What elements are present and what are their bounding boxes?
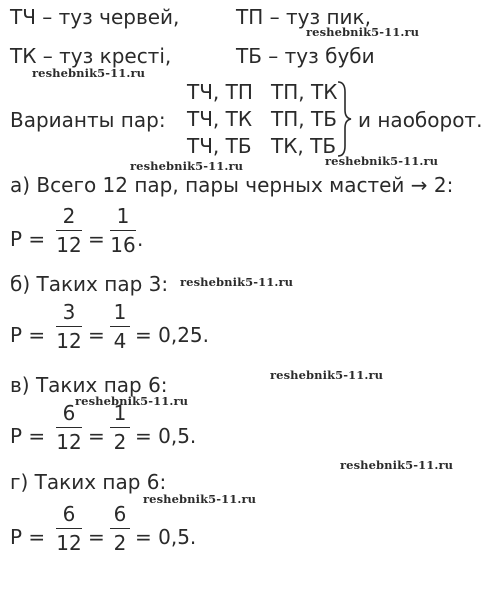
part-a-fraction-2 [110, 204, 136, 258]
denominator: 12 [56, 430, 82, 455]
def-diamonds: ТБ – туз буби [236, 44, 375, 68]
part-a-eq: = [88, 227, 105, 251]
pair-cell: ТК, ТБ [271, 134, 337, 158]
def-hearts: ТЧ – туз червей, [10, 5, 180, 29]
part-a-text: а) Всего 12 пар, пары черных мастей → 2: [10, 173, 454, 197]
part-b-fraction-1 [56, 300, 82, 354]
part-d-p: P = [10, 525, 46, 549]
fraction-bar [56, 427, 82, 428]
part-c-text: в) Таких пар 6: [10, 373, 168, 397]
watermark-text: reshebnik5-11.ru [75, 394, 189, 408]
part-b-p: P = [10, 323, 46, 347]
fraction-bar [56, 230, 82, 231]
watermark-text: reshebnik5-11.ru [143, 492, 257, 506]
denominator: 2 [113, 430, 127, 455]
numerator: 1 [116, 204, 130, 228]
fraction-bar [56, 326, 82, 327]
part-a-p: P = [10, 227, 46, 251]
watermark-text: reshebnik5-11.ru [130, 159, 244, 173]
part-b-eq: = [88, 323, 105, 347]
part-b-tail: = 0,25. [135, 323, 210, 347]
part-a-fraction-1 [56, 204, 82, 258]
part-d-tail: = 0,5. [135, 525, 197, 549]
fraction-bar [110, 528, 130, 529]
part-b-text: б) Таких пар 3: [10, 272, 169, 296]
watermark-text: reshebnik5-11.ru [340, 458, 454, 472]
watermark-text: reshebnik5-11.ru [270, 368, 384, 382]
numerator: 6 [113, 502, 127, 526]
denominator: 2 [113, 531, 127, 556]
watermark-text: reshebnik5-11.ru [306, 25, 420, 39]
numerator: 2 [62, 204, 76, 228]
fraction-bar [56, 528, 82, 529]
fraction-bar [110, 230, 136, 231]
part-c-p: P = [10, 424, 46, 448]
part-c-eq: = [88, 424, 105, 448]
pair-cell: ТП, ТК [271, 80, 338, 104]
watermark-text: reshebnik5-11.ru [325, 154, 439, 168]
part-c-fraction-2 [110, 401, 130, 455]
fraction-bar [110, 326, 130, 327]
def-spades: ТП – туз пик, [236, 5, 371, 29]
part-d-text: г) Таких пар 6: [10, 470, 167, 494]
denominator: 12 [56, 329, 82, 354]
denominator: 16 [110, 233, 136, 258]
denominator: 12 [56, 531, 82, 556]
part-b-fraction-2 [110, 300, 130, 354]
part-c-fraction-1 [56, 401, 82, 455]
pair-cell: ТЧ, ТБ [187, 134, 252, 158]
part-d-fraction-2 [110, 502, 130, 556]
denominator: 12 [56, 233, 82, 258]
numerator: 1 [113, 401, 127, 425]
part-d-fraction-1 [56, 502, 82, 556]
right-brace-icon [336, 80, 354, 158]
def-clubs: ТК – туз кресті, [10, 44, 172, 68]
part-c-tail: = 0,5. [135, 424, 197, 448]
variants-label: Варианты пар: [10, 108, 166, 132]
denominator: 4 [113, 329, 127, 354]
part-a-tail: . [137, 227, 144, 251]
pair-cell: ТЧ, ТП [187, 80, 253, 104]
fraction-bar [110, 427, 130, 428]
numerator: 6 [62, 401, 76, 425]
pair-cell: ТЧ, ТК [187, 107, 253, 131]
numerator: 1 [113, 300, 127, 324]
pair-cell: ТП, ТБ [271, 107, 337, 131]
watermark-text: reshebnik5-11.ru [32, 66, 146, 80]
numerator: 3 [62, 300, 76, 324]
variants-suffix: и наоборот. [358, 108, 483, 132]
numerator: 6 [62, 502, 76, 526]
part-d-eq: = [88, 525, 105, 549]
watermark-text: reshebnik5-11.ru [180, 275, 294, 289]
